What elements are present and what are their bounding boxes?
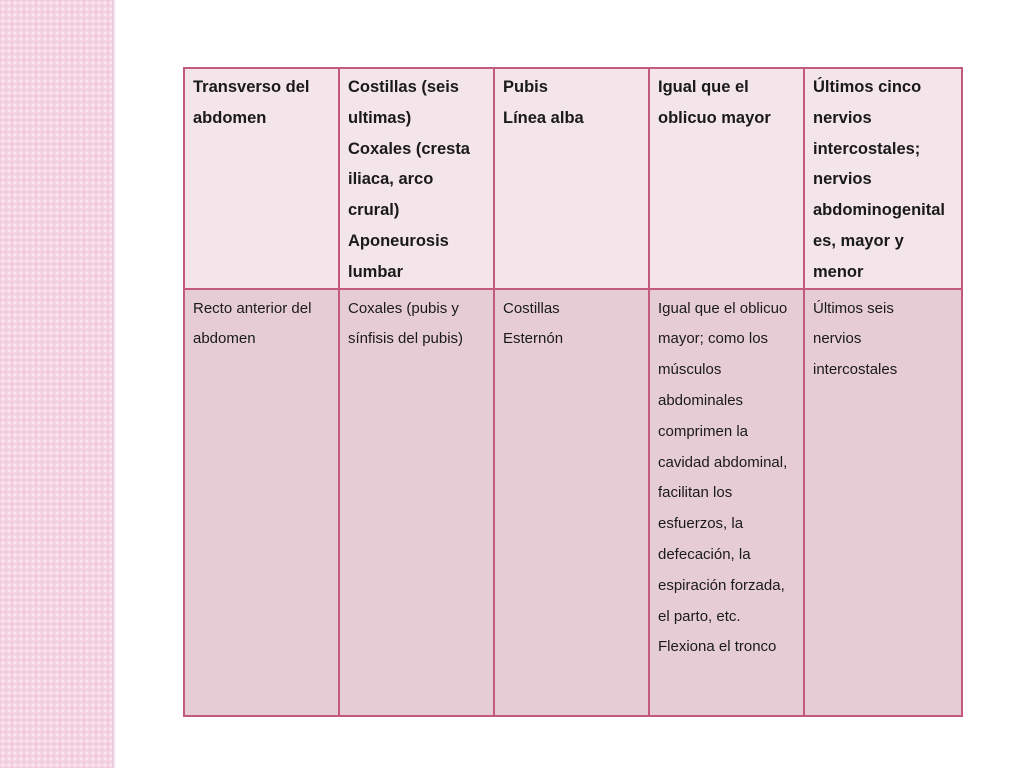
cell-text-line: Coxales (pubis y: [348, 299, 459, 317]
cell-text-line: mayor; como los: [658, 330, 769, 348]
cell-text-line: facilitan los: [658, 484, 733, 502]
cell-text-line: comprimen la: [658, 422, 749, 440]
cell-text-line: crural): [348, 201, 400, 220]
table-cell: [184, 289, 339, 716]
cell-text-line: es, mayor y: [813, 231, 904, 250]
cell-text-line: nervios: [813, 108, 872, 127]
cell-text-line: sínfisis del pubis): [348, 330, 464, 348]
table-cell: [339, 289, 494, 716]
cell-text-line: oblicuo mayor: [658, 108, 771, 127]
table-cell: [494, 68, 649, 289]
table-cell: [184, 68, 339, 289]
cell-text-line: músculos: [658, 361, 722, 379]
table-cell: [804, 68, 962, 289]
table-row: [184, 68, 962, 289]
cell-text-line: Esternón: [503, 330, 564, 348]
cell-text-line: abdomen: [193, 108, 267, 127]
cell-text-line: Igual que el oblicuo: [658, 299, 788, 317]
cell-text-line: Igual que el: [658, 78, 749, 96]
cell-text-line: Flexiona el tronco: [658, 638, 777, 656]
table-cell: [649, 68, 804, 289]
cell-text-line: Costillas: [503, 299, 560, 317]
cell-text-line: Pubis: [503, 78, 548, 96]
side-strip-shadow: [112, 0, 116, 768]
cell-text-line: nervios: [813, 170, 872, 189]
cell-text-line: abdomen: [193, 330, 256, 348]
table-cell: [804, 289, 962, 716]
cell-text-line: defecación, la: [658, 545, 751, 563]
cell-text-line: intercostales: [813, 361, 898, 379]
cell-text-line: abdominogenital: [813, 201, 945, 220]
cell-text-line: abdominales: [658, 391, 744, 409]
cell-text-line: ultimas): [348, 108, 412, 127]
cell-text-line: cavidad abdominal,: [658, 453, 788, 471]
cell-text-line: Recto anterior del: [193, 299, 312, 317]
cell-text-line: Costillas (seis: [348, 78, 459, 96]
cell-text-line: menor: [813, 262, 864, 281]
cell-text-line: esfuerzos, la: [658, 515, 744, 533]
cell-text-line: Últimos cinco: [813, 78, 922, 96]
cell-text-line: lumbar: [348, 262, 404, 281]
table-cell: [649, 289, 804, 716]
cell-text-line: nervios: [813, 330, 862, 348]
cell-text-line: espiración forzada,: [658, 576, 785, 594]
muscle-table-body: [184, 68, 962, 716]
cell-text-line: el parto, etc.: [658, 607, 741, 625]
cell-text-line: Últimos seis: [813, 299, 894, 317]
table-row: [184, 289, 962, 716]
muscle-table: [183, 67, 963, 717]
cell-text-line: intercostales;: [813, 139, 921, 158]
cell-text-line: Transverso del: [193, 78, 310, 96]
cell-text-line: iliaca, arco: [348, 170, 434, 189]
cell-text-line: Línea alba: [503, 108, 584, 127]
cell-text-line: Coxales (cresta: [348, 139, 470, 158]
table-cell: [339, 68, 494, 289]
table-cell: [494, 289, 649, 716]
cell-text-line: Aponeurosis: [348, 231, 449, 250]
decorative-side-strip: [0, 0, 112, 768]
